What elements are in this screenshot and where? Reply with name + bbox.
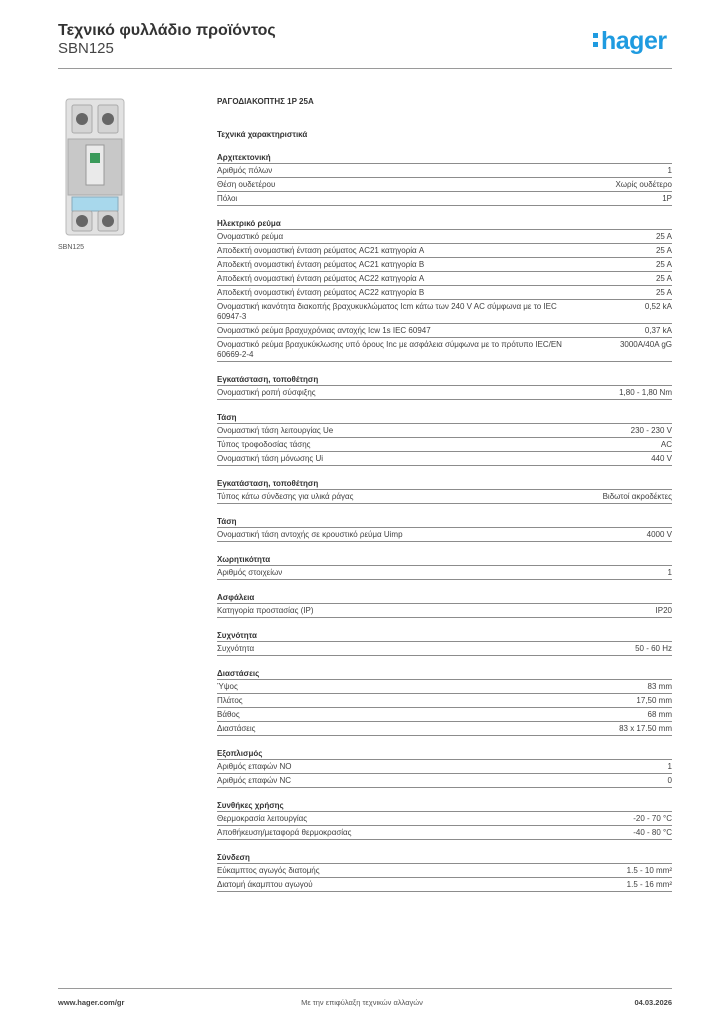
spec-row [217, 604, 672, 618]
logo-text: hager [601, 27, 667, 55]
spec-row [217, 438, 672, 452]
spec-label: Ονομαστική ροπή σύσφιξης [217, 388, 316, 397]
spec-label: Αριθμός πόλων [217, 166, 273, 175]
spec-value: 0,37 kA [644, 326, 672, 335]
image-caption: SBN125 [58, 244, 85, 251]
spec-row [217, 178, 672, 192]
hager-logo[interactable] [593, 27, 667, 56]
spec-section [217, 554, 672, 580]
spec-row [217, 452, 672, 466]
spec-label: Αποθήκευση/μεταφορά θερμοκρασίας [217, 828, 352, 837]
spec-value: 25 A [655, 232, 672, 241]
spec-value: 50 - 60 Hz [635, 644, 672, 653]
spec-row [217, 244, 672, 258]
spec-row [217, 386, 672, 400]
footer-divider [58, 988, 672, 989]
spec-label: Θερμοκρασία λειτουργίας [217, 814, 308, 823]
spec-label: Ύψος [217, 682, 238, 691]
spec-value: 0 [667, 776, 672, 785]
spec-value: 25 A [655, 274, 672, 283]
spec-label: Αριθμός επαφών NO [217, 762, 292, 771]
product-image [58, 93, 135, 240]
spec-label: Βάθος [217, 710, 240, 719]
spec-section [217, 412, 672, 466]
spec-row [217, 192, 672, 206]
spec-label: Συχνότητα [217, 644, 255, 653]
spec-row [217, 680, 672, 694]
spec-value: 0,52 kA [644, 302, 672, 311]
spec-value: 230 - 230 V [630, 426, 672, 435]
spec-value: -40 - 80 °C [633, 828, 672, 837]
tech-specs-title: Τεχνικά χαρακτηριστικά [217, 130, 308, 139]
section-title: Εξοπλισμός [217, 748, 672, 760]
spec-row [217, 642, 672, 656]
product-code: SBN125 [58, 40, 114, 57]
spec-section [217, 852, 672, 892]
spec-value: 68 mm [647, 710, 672, 719]
spec-label: Τύπος τροφοδοσίας τάσης [217, 440, 311, 449]
section-title: Συνθήκες χρήσης [217, 800, 672, 812]
spec-label: Αποδεκτή ονομαστική ένταση ρεύματος AC22 κατηγορία A [217, 274, 425, 283]
spec-value: 3000A/40A gG [619, 340, 672, 349]
spec-value: 1 [667, 568, 672, 577]
spec-label: Τύπος κάτω σύνδεσης για υλικά ράγας [217, 492, 354, 501]
spec-value: 25 A [655, 260, 672, 269]
spec-label: Ονομαστική τάση μόνωσης Ui [217, 454, 324, 463]
spec-row [217, 338, 672, 362]
spec-row [217, 286, 672, 300]
spec-value: 25 A [655, 288, 672, 297]
spec-row [217, 864, 672, 878]
header-divider [58, 68, 672, 69]
spec-label: Ονομαστική τάση λειτουργίας Ue [217, 426, 334, 435]
spec-row [217, 826, 672, 840]
spec-value: 1,80 - 1,80 Nm [619, 388, 672, 397]
spec-row [217, 272, 672, 286]
section-title: Ασφάλεια [217, 592, 672, 604]
spec-row [217, 258, 672, 272]
spec-row [217, 722, 672, 736]
spec-label: Διαστάσεις [217, 724, 256, 733]
section-title: Ηλεκτρικό ρεύμα [217, 218, 672, 230]
section-title: Χωρητικότητα [217, 554, 672, 566]
spec-row [217, 230, 672, 244]
spec-row [217, 528, 672, 542]
spec-content [217, 97, 672, 892]
spec-value: 1.5 - 10 mm² [626, 866, 672, 875]
spec-row [217, 760, 672, 774]
spec-value: 17,50 mm [636, 696, 672, 705]
spec-label: Αποδεκτή ονομαστική ένταση ρεύματος AC22 κατηγορία B [217, 288, 425, 297]
spec-value: AC [660, 440, 672, 449]
section-title: Διαστάσεις [217, 668, 672, 680]
spec-label: Ονομαστική ικανότητα διακοπής βραχυκυκλώματος Icm κάτω των 240 V AC σύμφωνα με το IEC 60947-3 [217, 302, 557, 321]
spec-value: 1.5 - 16 mm² [626, 880, 672, 889]
logo-colon-icon [593, 33, 598, 51]
spec-value: 25 A [655, 246, 672, 255]
section-title: Σύνδεση [217, 852, 672, 864]
product-name: ΡΑΓΟΔΙΑΚΟΠΤΗΣ 1P 25A [217, 97, 314, 106]
spec-row [217, 324, 672, 338]
spec-row [217, 694, 672, 708]
spec-label: Διατομή άκαμπτου αγωγού [217, 880, 313, 889]
section-title: Συχνότητα [217, 630, 672, 642]
spec-section [217, 748, 672, 788]
spec-label: Πλάτος [217, 696, 243, 705]
spec-value: 440 V [651, 454, 672, 463]
spec-row [217, 424, 672, 438]
spec-section [217, 630, 672, 656]
spec-value: -20 - 70 °C [633, 814, 672, 823]
spec-label: Αριθμός επαφών NC [217, 776, 292, 785]
spec-section [217, 478, 672, 504]
spec-value: 83 mm [647, 682, 672, 691]
spec-section [217, 668, 672, 736]
footer-note: Με την επιφύλαξη τεχνικών αλλαγών [301, 998, 423, 1007]
spec-value: 4000 V [646, 530, 672, 539]
spec-value: IP20 [655, 606, 672, 615]
spec-label: Αποδεκτή ονομαστική ένταση ρεύματος AC21 κατηγορία B [217, 260, 425, 269]
section-title: Εγκατάσταση, τοποθέτηση [217, 374, 672, 386]
spec-value: Βιδωτοί ακροδέκτες [602, 492, 672, 501]
spec-row [217, 566, 672, 580]
spec-row [217, 164, 672, 178]
spec-section [217, 516, 672, 542]
spec-row [217, 708, 672, 722]
spec-value: 1 [667, 762, 672, 771]
spec-section [217, 218, 672, 362]
footer-website[interactable]: www.hager.com/gr [58, 998, 125, 1007]
spec-label: Αριθμός στοιχείων [217, 568, 283, 577]
spec-row [217, 490, 672, 504]
spec-label: Πόλοι [217, 194, 238, 203]
spec-row [217, 300, 672, 324]
footer-date: 04.03.2026 [634, 998, 672, 1007]
spec-label: Ονομαστικό ρεύμα [217, 232, 284, 241]
spec-row [217, 774, 672, 788]
section-title: Εγκατάσταση, τοποθέτηση [217, 478, 672, 490]
spec-sections [217, 152, 672, 892]
document-title: Τεχνικό φυλλάδιο προϊόντος [58, 22, 276, 39]
spec-row [217, 812, 672, 826]
section-title: Τάση [217, 516, 672, 528]
spec-section [217, 592, 672, 618]
spec-label: Θέση ουδετέρου [217, 180, 276, 189]
spec-label: Ονομαστικό ρεύμα βραχυκύκλωσης υπό όρους Inc με ασφάλεια σύμφωνα με το πρότυπο IEC/EN 60669-2-4 [217, 340, 562, 359]
section-title: Τάση [217, 412, 672, 424]
spec-value: 1P [662, 194, 672, 203]
spec-label: Ονομαστικό ρεύμα βραχυχρόνιας αντοχής Icw 1s IEC 60947 [217, 326, 431, 335]
spec-label: Ονομαστική τάση αντοχής σε κρουστικό ρεύμα Uimp [217, 530, 403, 539]
spec-value: Χωρίς ουδέτερο [615, 180, 672, 189]
spec-label: Κατηγορία προστασίας (IP) [217, 606, 314, 615]
spec-label: Εύκαμπτος αγωγός διατομής [217, 866, 320, 875]
spec-value: 83 x 17.50 mm [619, 724, 672, 733]
spec-section [217, 152, 672, 206]
spec-label: Αποδεκτή ονομαστική ένταση ρεύματος AC21 κατηγορία A [217, 246, 425, 255]
section-title: Αρχιτεκτονική [217, 152, 672, 164]
spec-section [217, 800, 672, 840]
spec-row [217, 878, 672, 892]
spec-section [217, 374, 672, 400]
spec-value: 1 [667, 166, 672, 175]
